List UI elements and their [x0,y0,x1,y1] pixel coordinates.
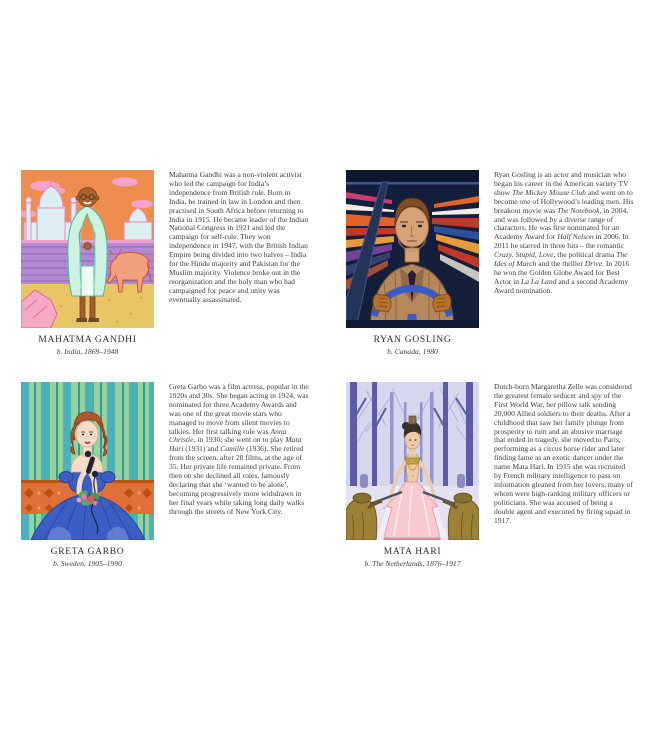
dashboard [346,320,479,328]
person-birth: b. The Netherlands, 1876–1917 [364,558,461,568]
person-birth: b. India, 1869–1948 [56,346,119,356]
figure-column [21,382,154,568]
mata-hari-artwork [346,382,479,540]
headdress [409,416,416,424]
person-name: GRETA GARBO [50,547,125,557]
person-bio: Dutch-born Margaretha Zelle was considered the greatest female seducer and spy of the First World War, her pillow talk sending 20,000 Allied soldiers to their deaths. After a childhood that saw her family plunge from prosperity to ruin and an abusive marriage that ended in tragedy, she moved to Paris, performing as a circus horse rider and later finding fame as an exotic dancer under the name Mata Hari. In 1915 she was recruited by French military intelligence to pass on information gleaned from her lovers, many of whom were high-ranking military officers or politicians. She was accused of being a double agent and executed by firing squad in 1917. [494,382,633,525]
gandhi-artwork [21,170,154,328]
person-bio: Mahatma Gandhi was a non-violent activist who led the campaign for India’s independence from British rule. Born in India, he trained in law in London and then practised in South Africa before returning to India in 1915. He became leader of the Indian National Congress in 1921 and led the campaign for self-rule. They won independence in 1947, with the British Indian Empire being divided into two halves – India for the Hindu majority and Pakistan for the Muslim majority. Violence broke out in the reorganization and the holy man who had campaigned for peace and unity was eventually assassinated. [169,170,309,304]
entry-mata-hari [346,382,634,568]
gown-bodice [69,470,106,494]
entry-mahatma-gandhi [21,170,309,356]
gosling-artwork [346,170,479,328]
red-lips [85,442,90,443]
garbo-artwork [21,382,154,540]
illustration-mahatma-gandhi [21,170,154,328]
figure-column [346,382,479,568]
illustration-greta-garbo [21,382,154,540]
illustration-ryan-gosling [346,170,479,328]
entry-greta-garbo [21,382,309,568]
entry-ryan-gosling [346,170,634,356]
car-roof [346,170,479,182]
illustration-mata-hari [346,382,479,540]
figure-column [21,170,154,356]
person-name: MATA HARI [383,547,442,557]
jewelled-top [405,458,420,464]
person-birth: b. Sweden, 1905–1990 [53,558,122,568]
person-name: RYAN GOSLING [373,335,452,345]
person-bio: Ryan Gosling is an actor and musician who began his career in the American variety TV show The Mickey Mouse Club and went on to become one of Hollywood’s leading men. His breakout movie was The Notebook, in 2004, and was followed by a diverse range of characters. He was first nominated for an Academy Award for Half Nelson in 2006. In 2011 he starred in three hits – the romantic Crazy, Stupid, Love, the political drama The Ides of March and the thriller Drive. In 2016 he won the Golden Globe Award for Best Actor in La La Land and a second Academy Award nomination. [494,170,634,295]
person-birth: b. Canada, 1980 [387,346,438,356]
person-name: MAHATMA GANDHI [38,335,137,345]
person-bio: Greta Garbo was a film actress, popular in the 1920s and 30s. She began acting in 1924, was nominated for three Academy Awards and was one of the great movie stars who managed to move from silent movies to talkies. Her first talking role was Anna Christie, in 1930; she went on to play Mata Hari (1931) and Camille (1936). She retired from the screen, after 28 films, at the age of 35. Her private life remained private. From then on she declined all roles, famously declaring that she ‘wanted to be alone’, becoming progressively more withdrawn in her final years while taking long daily walks through the streets of New York City. [169,382,309,516]
figure-column [346,170,479,356]
